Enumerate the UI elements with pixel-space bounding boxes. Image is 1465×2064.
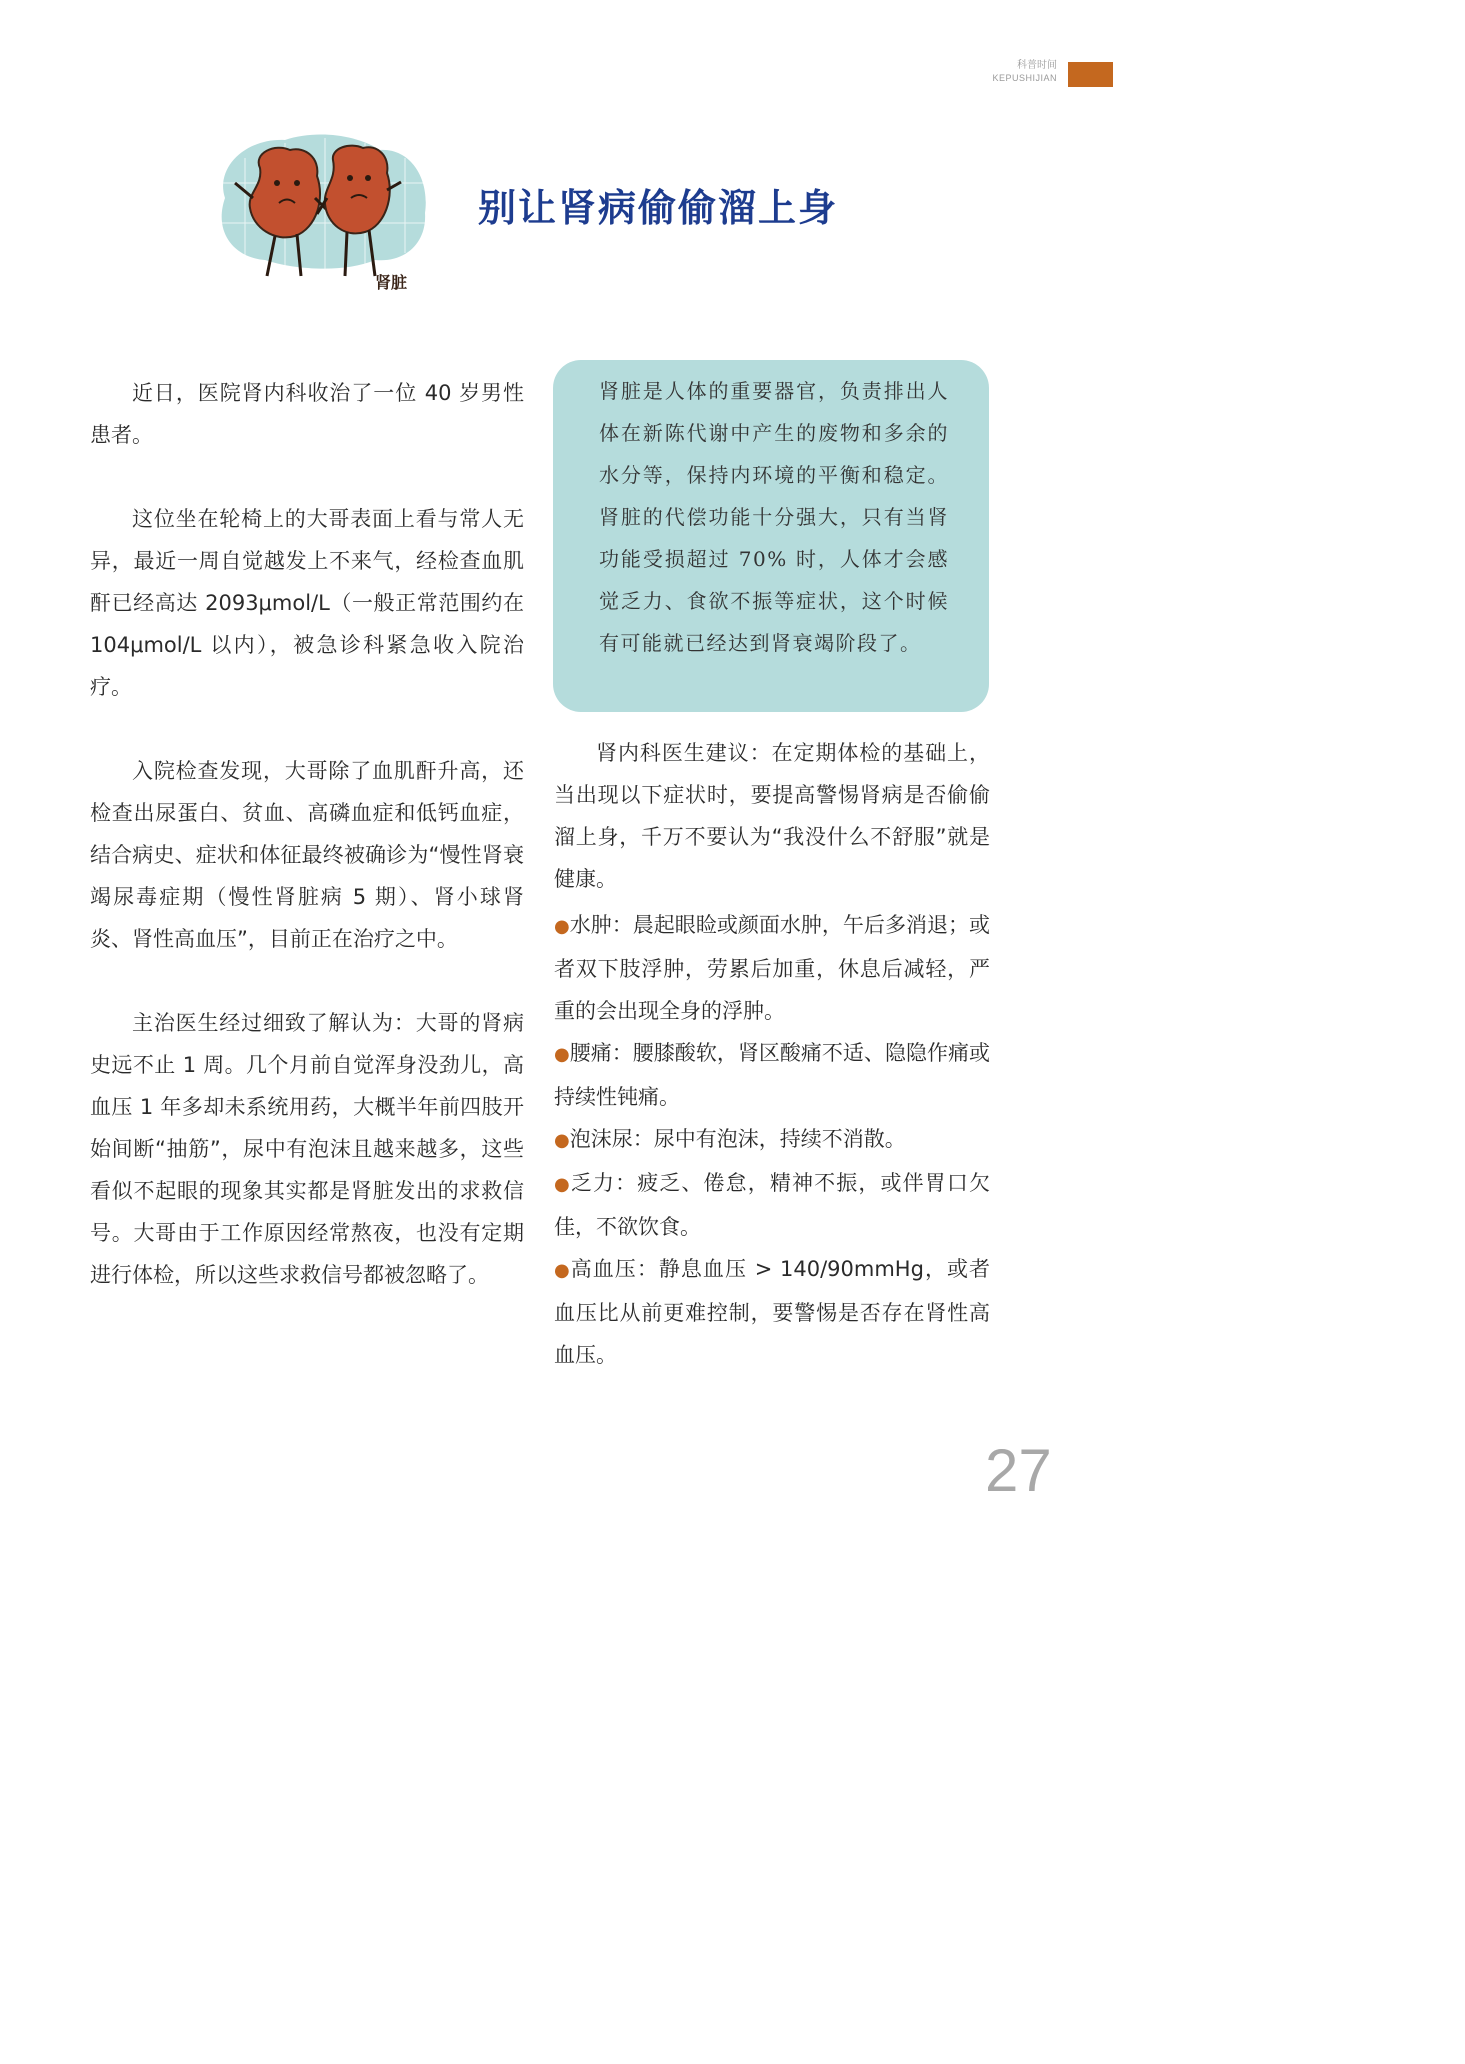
kidney-cartoon-illustration [205, 128, 435, 298]
paragraph-analysis: 主治医生经过细致了解认为：大哥的肾病史远不止 1 周。几个月前自觉浑身没劲儿，高血压 1 年多却未系统用药，大概半年前四肢开始间断“抽筋”，尿中有泡沫且越来越多，这些看似不起眼的现象其实都是肾脏发出的求救信号。大哥由于工作原因经常熬夜，也没有定期进行体检，所以这些求救信号都被忽略了。 [90, 1011, 524, 1287]
section-tag [992, 60, 1057, 84]
kidney-info-box [553, 360, 989, 712]
bullet-icon: ● [554, 1044, 570, 1065]
symptom-item-hypertension [554, 1248, 990, 1376]
symptom-text: 乏力：疲乏、倦怠，精神不振，或伴胃口欠佳，不欲饮食。 [554, 1171, 990, 1239]
symptom-text: 泡沫尿：尿中有泡沫，持续不消散。 [569, 1127, 906, 1151]
symptom-text: 腰痛：腰膝酸软，肾区酸痛不适、隐隐作痛或持续性钝痛。 [554, 1041, 990, 1109]
section-name-cn: 科普时间 [1017, 60, 1057, 71]
article-left-column [90, 372, 524, 1296]
bullet-icon: ● [554, 916, 570, 937]
bullet-icon: ● [554, 1130, 570, 1151]
bullet-icon: ● [554, 1260, 571, 1281]
bullet-icon: ● [554, 1174, 571, 1195]
paragraph-diagnosis: 入院检查发现，大哥除了血肌酐升高，还检查出尿蛋白、贫血、高磷血症和低钙血症，结合病史、症状和体征最终被确诊为“慢性肾衰竭尿毒症期（慢性肾脏病 5 期）、肾小球肾炎、肾性高血压”，目前正在治疗之中。 [90, 759, 524, 951]
kidney-icon [205, 128, 435, 298]
illustration-caption: 肾脏 [375, 273, 408, 292]
symptom-item-back-pain [554, 1032, 990, 1118]
paragraph-intro: 近日，医院肾内科收治了一位 40 岁男性患者。 [90, 381, 524, 447]
section-tab-marker [1068, 62, 1113, 87]
symptom-list [554, 904, 990, 1376]
section-name-en: KEPUSHIJIAN [992, 73, 1057, 83]
paragraph-case: 这位坐在轮椅上的大哥表面上看与常人无异，最近一周自觉越发上不来气，经检查血肌酐已经高达 2093μmol/L（一般正常范围约在 104μmol/L 以内），被急诊科紧急收入院治疗。 [90, 507, 524, 699]
article-title: 别让肾病偷偷溜上身 [478, 185, 839, 230]
info-box-text: 肾脏是人体的重要器官，负责排出人体在新陈代谢中产生的废物和多余的水分等，保持内环境的平衡和稳定。肾脏的代偿功能十分强大，只有当肾功能受损超过 70% 时，人体才会感觉乏力、食欲不振等症状，这个时候有可能就已经达到肾衰竭阶段了。 [599, 379, 949, 655]
symptom-item-edema [554, 904, 990, 1032]
symptom-text: 水肿：晨起眼睑或颜面水肿，午后多消退；或者双下肢浮肿，劳累后加重，休息后减轻，严重的会出现全身的浮肿。 [554, 913, 990, 1023]
symptom-text: 高血压：静息血压 > 140/90mmHg，或者血压比从前更难控制，要警惕是否存在肾性高血压。 [554, 1257, 991, 1367]
symptom-item-foamy-urine [554, 1118, 990, 1162]
article-right-column [554, 732, 990, 1376]
symptom-item-fatigue [554, 1162, 990, 1248]
paragraph-advice: 肾内科医生建议：在定期体检的基础上，当出现以下症状时，要提高警惕肾病是否偷偷溜上身，千万不要认为“我没什么不舒服”就是健康。 [554, 741, 990, 891]
page-number: 27 [985, 1437, 1052, 1504]
